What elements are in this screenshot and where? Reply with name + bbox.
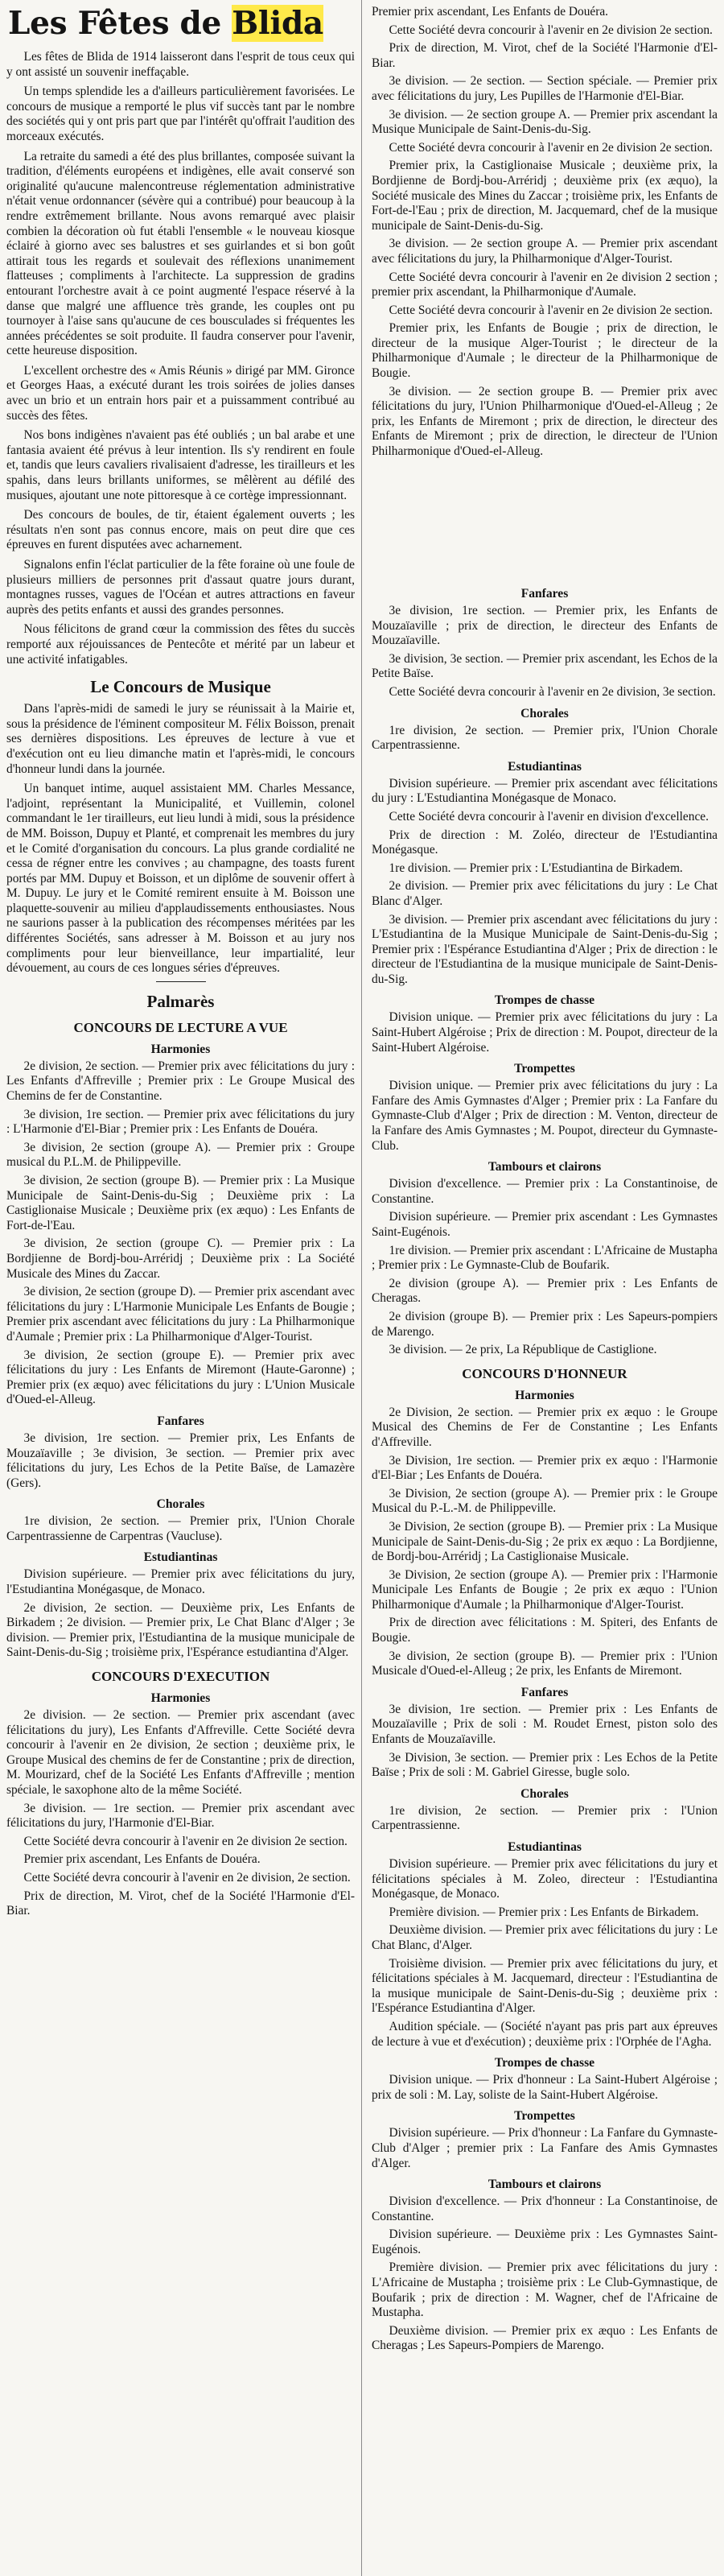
prize-entry: Cette Société devra concourir à l'avenir en 2e division 2 section ; premier prix ascendant, la Philharmonique d'Aumale. — [372, 270, 718, 299]
prize-entry: 1re division. — Premier prix : L'Estudiantina de Birkadem. — [389, 861, 683, 875]
paragraph: Dans l'après-midi de samedi le jury se réunissait à la Mairie et, sous la présidence de l'éminent compositeur M. Félix Boisson, prenait ses dernières dispositions. Les épreuves de lecture à vue et d'exécution ont eu lieu dimanche matin et l'après-midi, le concours d'honneur lundi dans la journée. — [6, 702, 355, 776]
prize-entry: 3e division, 2e section (groupe B). — Premier prix : l'Union Musicale d'Oued-el-Alleug ; 2e prix, les Enfants de Miremont. — [372, 1649, 718, 1678]
prize-entry: Premier prix, la Castiglionaise Musicale ; deuxième prix, la Bordjienne de Bordj-bou-Arréridj ; deuxième prix (ex æquo), la Société musicale des Mines du Zaccar ; troisième prix, les Enfants de Fort-de-l'Eau ; prix de direction, M. Jacquemard, chef de la musique municipale de Saint-Denis-du-Sig. — [372, 159, 718, 233]
prize-entry: Division unique. — Premier prix avec félicitations du jury : La Saint-Hubert Algéroise ; Prix de direction : M. Poupot, directeur de la Saint-Hubert Algéroise. — [372, 1010, 718, 1055]
prize-entry: 3e division, 3e section. — Premier prix ascendant, les Echos de la Petite Baïse. — [372, 651, 718, 681]
prize-entry: Deuxième division. — Premier prix avec félicitations du jury : Le Chat Blanc, d'Alger. — [372, 1923, 718, 1952]
prize-entry: Cette Société devra concourir à l'avenir en 2e division 2e section. — [389, 303, 713, 317]
prize-entry: Division unique. — Prix d'honneur : La Saint-Hubert Algéroise ; prix de soli : M. Lay, soliste de la Saint-Hubert Algéroise. — [372, 2073, 718, 2102]
execution-heading: CONCOURS D'EXECUTION — [91, 1669, 270, 1685]
prize-entry: 3e division. — 2e section. — Section spéciale. — Premier prix avec félicitations du jury, Les Pupilles de l'Harmonie d'El-Biar. — [372, 74, 718, 103]
prize-entry: 3e division, 2e section (groupe C). — Premier prix : La Bordjienne de Bordj-bou-Arréridj ; Deuxième prix : La Société Musicale des Mines du Zaccar. — [6, 1236, 355, 1281]
prize-entry: Prix de direction, M. Virot, chef de la Société l'Harmonie d'El-Biar. — [372, 41, 718, 70]
prize-entry: 1re division, 2e section. — Premier prix, l'Union Chorale Carpentrassienne. — [372, 723, 718, 753]
prize-entry: 3e division, 1re section. — Premier prix avec félicitations du jury : L'Harmonie d'El-Biar ; Premier prix : Les Enfants de Douéra. — [6, 1107, 355, 1137]
lecture-estudiantinas-heading: Estudiantinas — [143, 1550, 218, 1565]
right-column-bottom — [372, 580, 718, 2576]
honneur-estudiantinas-heading: Estudiantinas — [508, 1840, 582, 1854]
prize-entry: 2e division. — 2e section. — Premier prix ascendant (avec félicitations du jury), Les Enfants d'Affreville. Cette Société devra concourir à l'avenir en 2e division, 2e section ; deuxième prix, le Groupe Musical des chemins de fer de Constantine ; prix de direction, M. Mourizard, chef de la Société Les Enfants d'Affreville ; mention spéciale, le saxophone alto de la même Société. — [6, 1708, 355, 1797]
honneur-heading: CONCOURS D'HONNEUR — [462, 1365, 627, 1381]
prize-entry: 1re division, 2e section. — Premier prix, l'Union Chorale Carpentrassienne de Carpentras (Vaucluse). — [6, 1514, 355, 1543]
paragraph: Un banquet intime, auquel assistaient MM. Charles Messance, l'adjoint, représentant la Municipalité, et Vuillemin, colonel commandant le 1er tirailleurs, eut lieu lundi à midi, sous la présidence de MM. Boisson, Dupuy et Planté, et comprenait les membres du jury et le Comité d'organisation du concours. La plus grande cordialité ne cessa de régner entre les convives ; au champagne, des toasts furent portés par MM. Dupuy et Boisson, et un diplôme de souvenir offert à M. Dupuy. Le jury et le Comité remirent ensuite à M. Boisson une plaquette-souvenir au milieu d'applaudissements enthousiastes. Nous ne saurions passer à la publication des récompenses méritées par les différentes Sociétés, sans adresser à M. Boisson et au jury nos compliments pour leur bienveillance, leur impartialité, leur dévouement, au cours de ces longues séries d'épreuves. — [6, 782, 355, 976]
prize-entry: Division supérieure. — Premier prix ascendant avec félicitations du jury : L'Estudiantina Monégasque de Monaco. — [372, 776, 718, 806]
prize-entry: Division unique. — Premier prix avec félicitations du jury : La Fanfare des Amis Gymnastes d'Alger ; Premier prix : La Fanfare du Gymnaste-Club d'Alger ; Prix de direction : M. Venton, directeur de la Fanfare des Amis Gymnastes ; M. Poupot, directeur du Gymnaste-Club. — [372, 1079, 718, 1153]
prize-entry: 1re division. — Premier prix ascendant : L'Africaine de Mustapha ; Premier prix : Le Gymnaste-Club de Boufarik. — [372, 1243, 718, 1273]
title-highlight: Blida — [232, 5, 323, 42]
execution-estudiantinas-heading: Estudiantinas — [508, 759, 582, 774]
article-title — [8, 5, 355, 42]
prize-entry: Première division. — Premier prix avec félicitations du jury : L'Africaine de Mustapha ; troisième prix : Le Club-Gymnastique, de Boufarik ; prix de direction : M. Wagner, chef de l'Africaine de Mustapha. — [372, 2260, 718, 2320]
prize-entry: Troisième division. — Premier prix avec félicitations du jury, et félicitations spéciales à M. Jacquemard, directeur : l'Estudiantina de la musique municipale de Saint-Denis-du-Sig ; deuxième prix : l'Espérance Estudiantina d'Alger. — [372, 1956, 718, 2016]
prize-entry: Division supérieure. — Prix d'honneur : La Fanfare du Gymnaste-Club d'Alger ; premier prix : La Fanfare des Amis Gymnastes d'Alger. — [372, 2126, 718, 2170]
prize-entry: 3e division. — 1re section. — Premier prix ascendant avec félicitations du jury, l'Harmonie d'El-Biar. — [6, 1801, 355, 1831]
divider — [156, 981, 206, 982]
honneur-chorales-heading: Chorales — [520, 1786, 569, 1801]
prize-entry: Premier prix ascendant, Les Enfants de Douéra. — [23, 1852, 261, 1867]
prize-entry: 2e division, 2e section. — Deuxième prix, Les Enfants de Birkadem ; 2e division. — Premier prix, Le Chat Blanc d'Alger ; 3e division. — Premier prix, l'Estudiantina de la musique municipale de Saint-Denis-du-Sig ; troisième prix, l'Espérance estudiantina d'Alger. — [6, 1600, 355, 1660]
lecture-harmonies-heading: Harmonies — [150, 1042, 211, 1056]
prize-entry: Division supérieure. — Deuxième prix : Les Gymnastes Saint-Eugénois. — [372, 2227, 718, 2256]
prize-entry: Division supérieure. — Premier prix ascendant : Les Gymnastes Saint-Eugénois. — [372, 1210, 718, 1239]
prize-entry: 3e division. — 2e section groupe A. — Premier prix ascendant la Musique Municipale de Saint-Denis-du-Sig. — [372, 107, 718, 137]
lecture-chorales-heading: Chorales — [156, 1497, 205, 1512]
right-column — [362, 0, 724, 2576]
prize-entry: 3e Division, 2e section (groupe A). — Premier prix : l'Harmonie Municipale Les Enfants de Bougie ; 2e prix ex æquo : l'Union Philharmonique d'Aumale ; la Philharmonique d'Alger-Tourist. — [372, 1567, 718, 1612]
prize-entry: Cette Société devra concourir à l'avenir en 2e division 2e section. — [389, 23, 713, 37]
paragraph: Des concours de boules, de tir, étaient également ouverts ; les résultats n'en sont pas connus encore, mais on peut dire que ces épreuves en furent disputées avec acharnement. — [6, 508, 355, 552]
prize-entry: 3e division, 1re section. — Premier prix : Les Enfants de Mouzaïaville ; Prix de soli : M. Roudet Ernest, piston solo des Enfants de Mouzaïaville. — [372, 1702, 718, 1747]
prize-entry: Cette Société devra concourir à l'avenir en 2e division, 2e section. — [23, 1870, 351, 1885]
prize-entry: 3e Division, 2e section (groupe A). — Premier prix : le Groupe Musical du P.-L.-M. de Philippeville. — [372, 1486, 718, 1516]
execution-harmonies-heading: Harmonies — [150, 1691, 211, 1706]
prize-entry: 3e division, 2e section (groupe A). — Premier prix : Groupe musical du P.L.M. de Philippeville. — [6, 1140, 355, 1170]
paragraph: Nous félicitons de grand cœur la commission des fêtes du succès remporté aux réjouissances de Pentecôte et mérité par un labeur et une activité infatigables. — [6, 622, 355, 667]
paragraph: Signalons enfin l'éclat particulier de la fête foraine où une foule de plusieurs milliers de personnes prit d'assaut quatre jours durant, montagnes russes, vagues de l'Océan et autres attractions en faveur auprès des petits enfants et aussi des grandes personnes. — [6, 558, 355, 617]
title-text: Les Fêtes de — [8, 5, 232, 42]
prize-entry: 3e division, 1re section. — Premier prix, les Enfants de Mouzaïaville ; prix de direction, le directeur des Enfants de Mouzaïaville. — [372, 604, 718, 648]
prize-entry: Cette Société devra concourir à l'avenir en 2e division 2e section. — [23, 1834, 348, 1848]
prize-entry: Cette Société devra concourir à l'avenir en 2e division, 3e section. — [389, 684, 716, 699]
prize-entry: 3e division, 1re section. — Premier prix, Les Enfants de Mouzaïaville ; 3e division, 3e section. — Premier prix avec félicitations du jury, Les Echos de la Petite Baïse, de Lamazère (Gers). — [6, 1430, 355, 1490]
palmares-heading: Palmarès — [146, 991, 215, 1011]
prize-entry: 2e division (groupe A). — Premier prix : Les Enfants de Cheragas. — [372, 1276, 718, 1306]
right-column-top — [372, 5, 718, 580]
prize-entry: Prix de direction avec félicitations : M. Spiteri, des Enfants de Bougie. — [372, 1616, 718, 1645]
honneur-fanfares-heading: Fanfares — [520, 1685, 569, 1699]
paragraph: Nos bons indigènes n'avaient pas été oubliés ; un bal arabe et une fantasia avaient été prévus à leur intention. Ils s'y rendirent en foule et, tandis que leurs cavaliers rivalisaient d'adresse, les tirailleurs et les spahis, dans leurs brillants uniformes, se mêlèrent au défilé des musiques, ajoutant une note pittoresque à ce cortège impressionnant. — [6, 428, 355, 502]
prize-entry: 3e division. — 2e section groupe A. — Premier prix ascendant avec félicitations du jury, la Philharmonique d'Alger-Tourist. — [372, 237, 718, 266]
paragraph: La retraite du samedi a été des plus brillantes, composée suivant la tradition, d'éléments européens et indigènes, elle avait conservé son originalité qu'aucune malencontreuse réglementation administrative n'était venue ordonnancer (sévère qui a contribué) pour beaucoup à la rendre extrêmement brillante. Nous avons remarqué avec plaisir combien la décoration où fut établi l'ensemble « le nouveau kiosque éclairé à giorno avec ses balustres et ses guirlandes et si bon goût attirait tous les regards et soulevait des réflexions unanimement flatteuses ; compliments à l'architecte. La suppression de gradins entourant l'orchestre avait à ce point augmenté l'espace réservé à la danse que malgré une affluence très grande, les couples ont pu tournoyer à l'aise sans qu'aucune de ces bousculades si fréquentes les années précédentes se soit produite. Il faudra conserver pour l'avenir, cette heureuse disposition. — [6, 149, 355, 358]
prize-entry: 2e Division, 2e section. — Premier prix ex æquo : le Groupe Musical des Chemins de Fer de Constantine ; Les Enfants d'Affreville. — [372, 1405, 718, 1449]
prize-entry: Premier prix, les Enfants de Bougie ; prix de direction, le directeur de la musique Alger-Tourist ; le directeur de la Philharmonique d'Aumale ; le directeur de la Philharmonique de Bougie. — [372, 321, 718, 381]
prize-entry: 3e Division, 2e section (groupe B). — Premier prix : La Musique Municipale de Saint-Denis-du-Sig ; 2e prix ex æquo : La Bordjienne, de Bordj-bou-Arréridj ; La Castiglionaise Musicale. — [372, 1519, 718, 1564]
paragraph: Les fêtes de Blida de 1914 laisseront dans l'esprit de tous ceux qui y ont assisté un souvenir ineffaçable. — [6, 50, 355, 79]
intro-paragraphs — [6, 50, 355, 667]
prize-entry: 3e division. — Premier prix ascendant avec félicitations du jury : L'Estudiantina de la Musique Municipale de Saint-Denis-du-Sig ; Premier prix : l'Espérance Estudiantina d'Alger ; Prix de direction : le directeur de l'Estudiantina de la musique municipale de Saint-Denis-du-Sig. — [372, 912, 718, 986]
prize-entry: Premier prix ascendant, Les Enfants de Douéra. — [372, 5, 609, 19]
prize-entry: 2e division. — Premier prix avec félicitations du jury : Le Chat Blanc d'Alger. — [372, 879, 718, 908]
prize-entry: Audition spéciale. — (Société n'ayant pas pris part aux épreuves de lecture à vue et d'exécution) ; deuxième prix : l'Orphée de l'Agha. — [372, 2019, 718, 2049]
honneur-trompes-heading: Trompes de chasse — [494, 2056, 595, 2070]
prize-entry: Prix de direction : M. Zoléo, directeur de l'Estudiantina Monégasque. — [372, 828, 718, 857]
prize-entry: Première division. — Premier prix : Les Enfants de Birkadem. — [389, 1905, 699, 1919]
prize-entry: 1re division, 2e section. — Premier prix : l'Union Carpentrassienne. — [372, 1803, 718, 1833]
prize-entry: 3e division, 2e section (groupe D). — Premier prix ascendant avec félicitations du jury : L'Harmonie Municipale Les Enfants de Bougie ; Premier prix ascendant avec félicitations du jury : La Philharmonique d'Aumale ; Premier prix : La Philharmonique d'Alger-Tourist. — [6, 1285, 355, 1344]
honneur-harmonies-heading: Harmonies — [515, 1388, 574, 1402]
prize-entry: Deuxième division. — Premier prix ex æquo : Les Enfants de Cheragas ; Les Sapeurs-Pompiers de Marengo. — [372, 2323, 718, 2353]
lecture-heading: CONCOURS DE LECTURE A VUE — [73, 1019, 288, 1035]
paragraph: L'excellent orchestre des « Amis Réunis » dirigé par MM. Gironce et Georges Haas, a exécuté durant les trois soirées de jolies danses avec un brio et un entrain hors pair et a puissamment contribué au succès des fêtes. — [6, 363, 355, 423]
concours-heading: Le Concours de Musique — [90, 677, 271, 697]
prize-entry: Division d'excellence. — Premier prix : La Constantinoise, de Constantine. — [372, 1177, 718, 1206]
execution-trompes-heading: Trompes de chasse — [494, 993, 595, 1008]
prize-entry: Division d'excellence. — Prix d'honneur : La Constantinoise, de Constantine. — [372, 2194, 718, 2223]
prize-entry: Division supérieure. — Premier prix avec félicitations du jury, l'Estudiantina Monégasque, de Monaco. — [6, 1567, 355, 1597]
prize-entry: 3e division, 2e section (groupe E). — Premier prix avec félicitations du jury : Les Enfants de Miremont (Haute-Garonne) ; Premier prix (ex æquo) avec félicitations du jury : L'Union Musicale d'Oued-el-Alleug. — [6, 1348, 355, 1407]
execution-trompettes-heading: Trompettes — [514, 1062, 575, 1076]
execution-chorales-heading: Chorales — [520, 706, 569, 720]
execution-fanfares-heading: Fanfares — [520, 587, 569, 601]
prize-entry: Division supérieure. — Premier prix avec félicitations du jury et félicitations spéciales à M. Zoleo, directeur : l'Estudiantina Monégasque, de Monaco. — [372, 1857, 718, 1901]
honneur-trompettes-heading: Trompettes — [514, 2109, 575, 2124]
prize-entry: 3e division. — 2e prix, La République de Castiglione. — [389, 1343, 657, 1357]
prize-entry: 3e division. — 2e section groupe B. — Premier prix avec félicitations du jury, l'Union Philharmonique d'Oued-el-Alleug ; 2e prix, les Enfants de Miremont ; prix de direction, le directeur des Enfants de Miremont ; prix de direction, le directeur de l'Union Philharmonique d'Oued-el-Alleug. — [372, 384, 718, 459]
honneur-tambours-heading: Tambours et clairons — [487, 2178, 602, 2192]
prize-entry: 3e Division, 1re section. — Premier prix ex æquo : l'Harmonie d'El-Biar ; Les Enfants de Douéra. — [372, 1453, 718, 1483]
prize-entry: 3e Division, 3e section. — Premier prix : Les Echos de la Petite Baïse ; Prix de soli : M. Gabriel Giresse, bugle solo. — [372, 1750, 718, 1780]
prize-entry: 2e division, 2e section. — Premier prix avec félicitations du jury : Les Enfants d'Affreville ; Premier prix : Le Groupe Musical des Chemins de fer de Constantine. — [6, 1059, 355, 1104]
prize-entry: 2e division (groupe B). — Premier prix : Les Sapeurs-pompiers de Marengo. — [372, 1309, 718, 1339]
paragraph: Un temps splendide les a d'ailleurs particulièrement favorisées. Le concours de musique a remporté le plus vif succès tant par le nombre des sociétés qui y ont pris part que par l'intérêt qu'offrait l'audition des morceaux exécutés. — [6, 85, 355, 143]
prize-entry: Prix de direction, M. Virot, chef de la Société l'Harmonie d'El-Biar. — [6, 1889, 355, 1918]
prize-entry: Cette Société devra concourir à l'avenir en 2e division 2e section. — [389, 140, 713, 155]
prize-entry: Cette Société devra concourir à l'avenir en division d'excellence. — [389, 809, 709, 824]
prize-entry: 3e division, 2e section (groupe B). — Premier prix : La Musique Municipale de Saint-Denis-du-Sig ; Deuxième prix : La Castiglionaise Musicale ; Deuxième prix (ex æquo) : Les Enfants de Fort-de-l'Eau. — [6, 1174, 355, 1232]
execution-tambours-heading: Tambours et clairons — [487, 1160, 602, 1174]
lecture-fanfares-heading: Fanfares — [157, 1414, 204, 1428]
